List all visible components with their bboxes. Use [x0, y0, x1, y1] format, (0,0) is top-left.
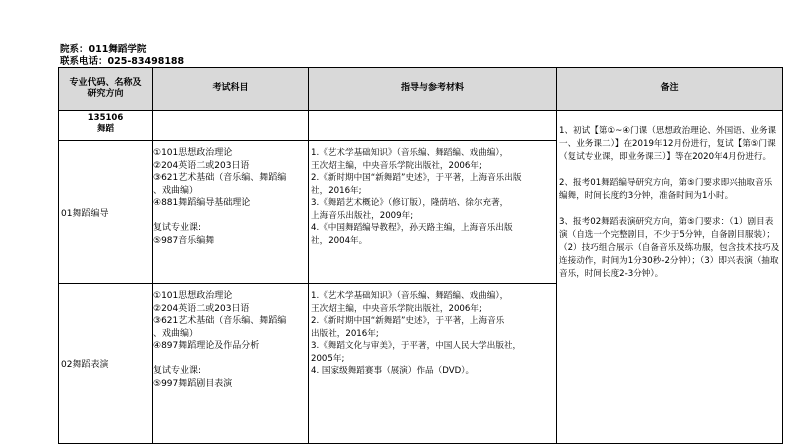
program-header-line: 研究方向: [87, 89, 124, 99]
direction-name: 02舞蹈表演: [59, 284, 153, 444]
column-header-references: 指导与参考材料: [309, 68, 557, 111]
subjects-cell: [153, 141, 309, 284]
note-item: 3、报考02舞蹈表演研究方向，第⑤门要求：（1）剧目表演（自选一个完整剧目，不少于5分钟，自备剧目服装）；（2）技巧组合展示（自备音乐及练功服，包含技术技巧及连接动作，时间为1分30秒-2分钟）；（3）即兴表演（抽取音乐，时间长度2-3分钟）。: [559, 217, 780, 279]
subject-item: 、戏曲编）: [153, 185, 199, 196]
reference-line: 王次炤主编，中央音乐学院出版社，2006年;: [311, 160, 482, 171]
subject-item: ①101思想政治理论: [153, 148, 233, 158]
major-row: [59, 111, 783, 141]
empty-cell: [153, 111, 309, 141]
reference-line: 社，2016年;: [311, 185, 362, 196]
phone-line: 联系电话：025-83498188: [60, 56, 185, 67]
major-cell: [59, 111, 153, 141]
references-cell: [309, 284, 557, 444]
references-cell: [309, 141, 557, 284]
major-name: 舞蹈: [96, 124, 114, 134]
note-item: 2、报考01舞蹈编导研究方向，第⑤门要求即兴抽取音乐编舞，时间长度约3分钟，准备时间为1小时。: [559, 178, 773, 201]
retest-subject: ⑤987音乐编舞: [153, 235, 215, 246]
subject-item: ②204英语二或203日语: [153, 160, 250, 171]
column-header-program: [59, 68, 153, 111]
reference-line: 2.《新时期中国“新舞蹈”史述》，于平著，上海音乐: [311, 316, 505, 326]
subjects-cell: [153, 284, 309, 444]
notes-cell: [557, 111, 783, 444]
reference-line: 4. 国家级舞蹈赛事（展演）作品（DVD）。: [311, 366, 475, 376]
program-header-line: 专业代码、名称及: [69, 77, 142, 88]
document-header: [60, 44, 184, 68]
reference-line: 3.《舞蹈艺术概论》（修订版），隆荫培、徐尔充著，: [311, 198, 509, 208]
retest-label: 复试专业课:: [153, 223, 202, 233]
reference-line: 2005年;: [311, 353, 345, 364]
reference-line: 上海音乐出版社，2009年;: [311, 210, 414, 221]
subject-item: ④897舞蹈理论及作品分析: [153, 341, 260, 351]
subject-item: ①101思想政治理论: [153, 291, 233, 301]
empty-cell: [309, 111, 557, 141]
direction-name: 01舞蹈编导: [59, 141, 153, 284]
reference-line: 1.《艺术学基础知识》（音乐编、舞蹈编、戏曲编），: [311, 291, 509, 301]
column-header-notes: 备注: [557, 68, 783, 111]
table-header-row: [59, 68, 783, 111]
reference-line: 2.《新时期中国“新舞蹈”史述》，于平著，上海音乐出版: [311, 173, 522, 183]
column-header-subjects: 考试科目: [153, 68, 309, 111]
reference-line: 1.《艺术学基础知识》（音乐编、舞蹈编、戏曲编），: [311, 148, 509, 158]
department-line: 院系：011舞蹈学院: [60, 44, 147, 55]
retest-label: 复试专业课:: [153, 366, 202, 376]
subject-item: ④881舞蹈编导基础理论: [153, 198, 251, 208]
reference-line: 4.《中国舞蹈编导教程》，孙天路主编，上海音乐出版: [311, 223, 513, 233]
reference-line: 3.《舞蹈文化与审美》，于平著，中国人民大学出版社，: [311, 341, 522, 351]
note-item: 1、初试【第①~④门课（思想政治理论、外国语、业务课一、业务课二）】在2019年12月份进行，复试【第⑤门课（复试专业课，即业务课三）】等在2020年4月份进行。: [559, 126, 777, 162]
reference-line: 社，2004年。: [311, 235, 368, 246]
subject-item: 、戏曲编）: [153, 328, 199, 339]
major-code: 135106: [87, 113, 124, 123]
subject-item: ③621艺术基础（音乐编、舞蹈编: [153, 316, 287, 326]
reference-line: 出版社，2016年;: [311, 328, 379, 339]
subject-item: ③621艺术基础（音乐编、舞蹈编: [153, 173, 287, 183]
retest-subject: ⑤997舞蹈剧目表演: [153, 378, 233, 389]
admission-table: [58, 67, 783, 444]
subject-item: ②204英语二或203日语: [153, 303, 250, 314]
reference-line: 王次炤主编，中央音乐学院出版社，2006年;: [311, 303, 482, 314]
